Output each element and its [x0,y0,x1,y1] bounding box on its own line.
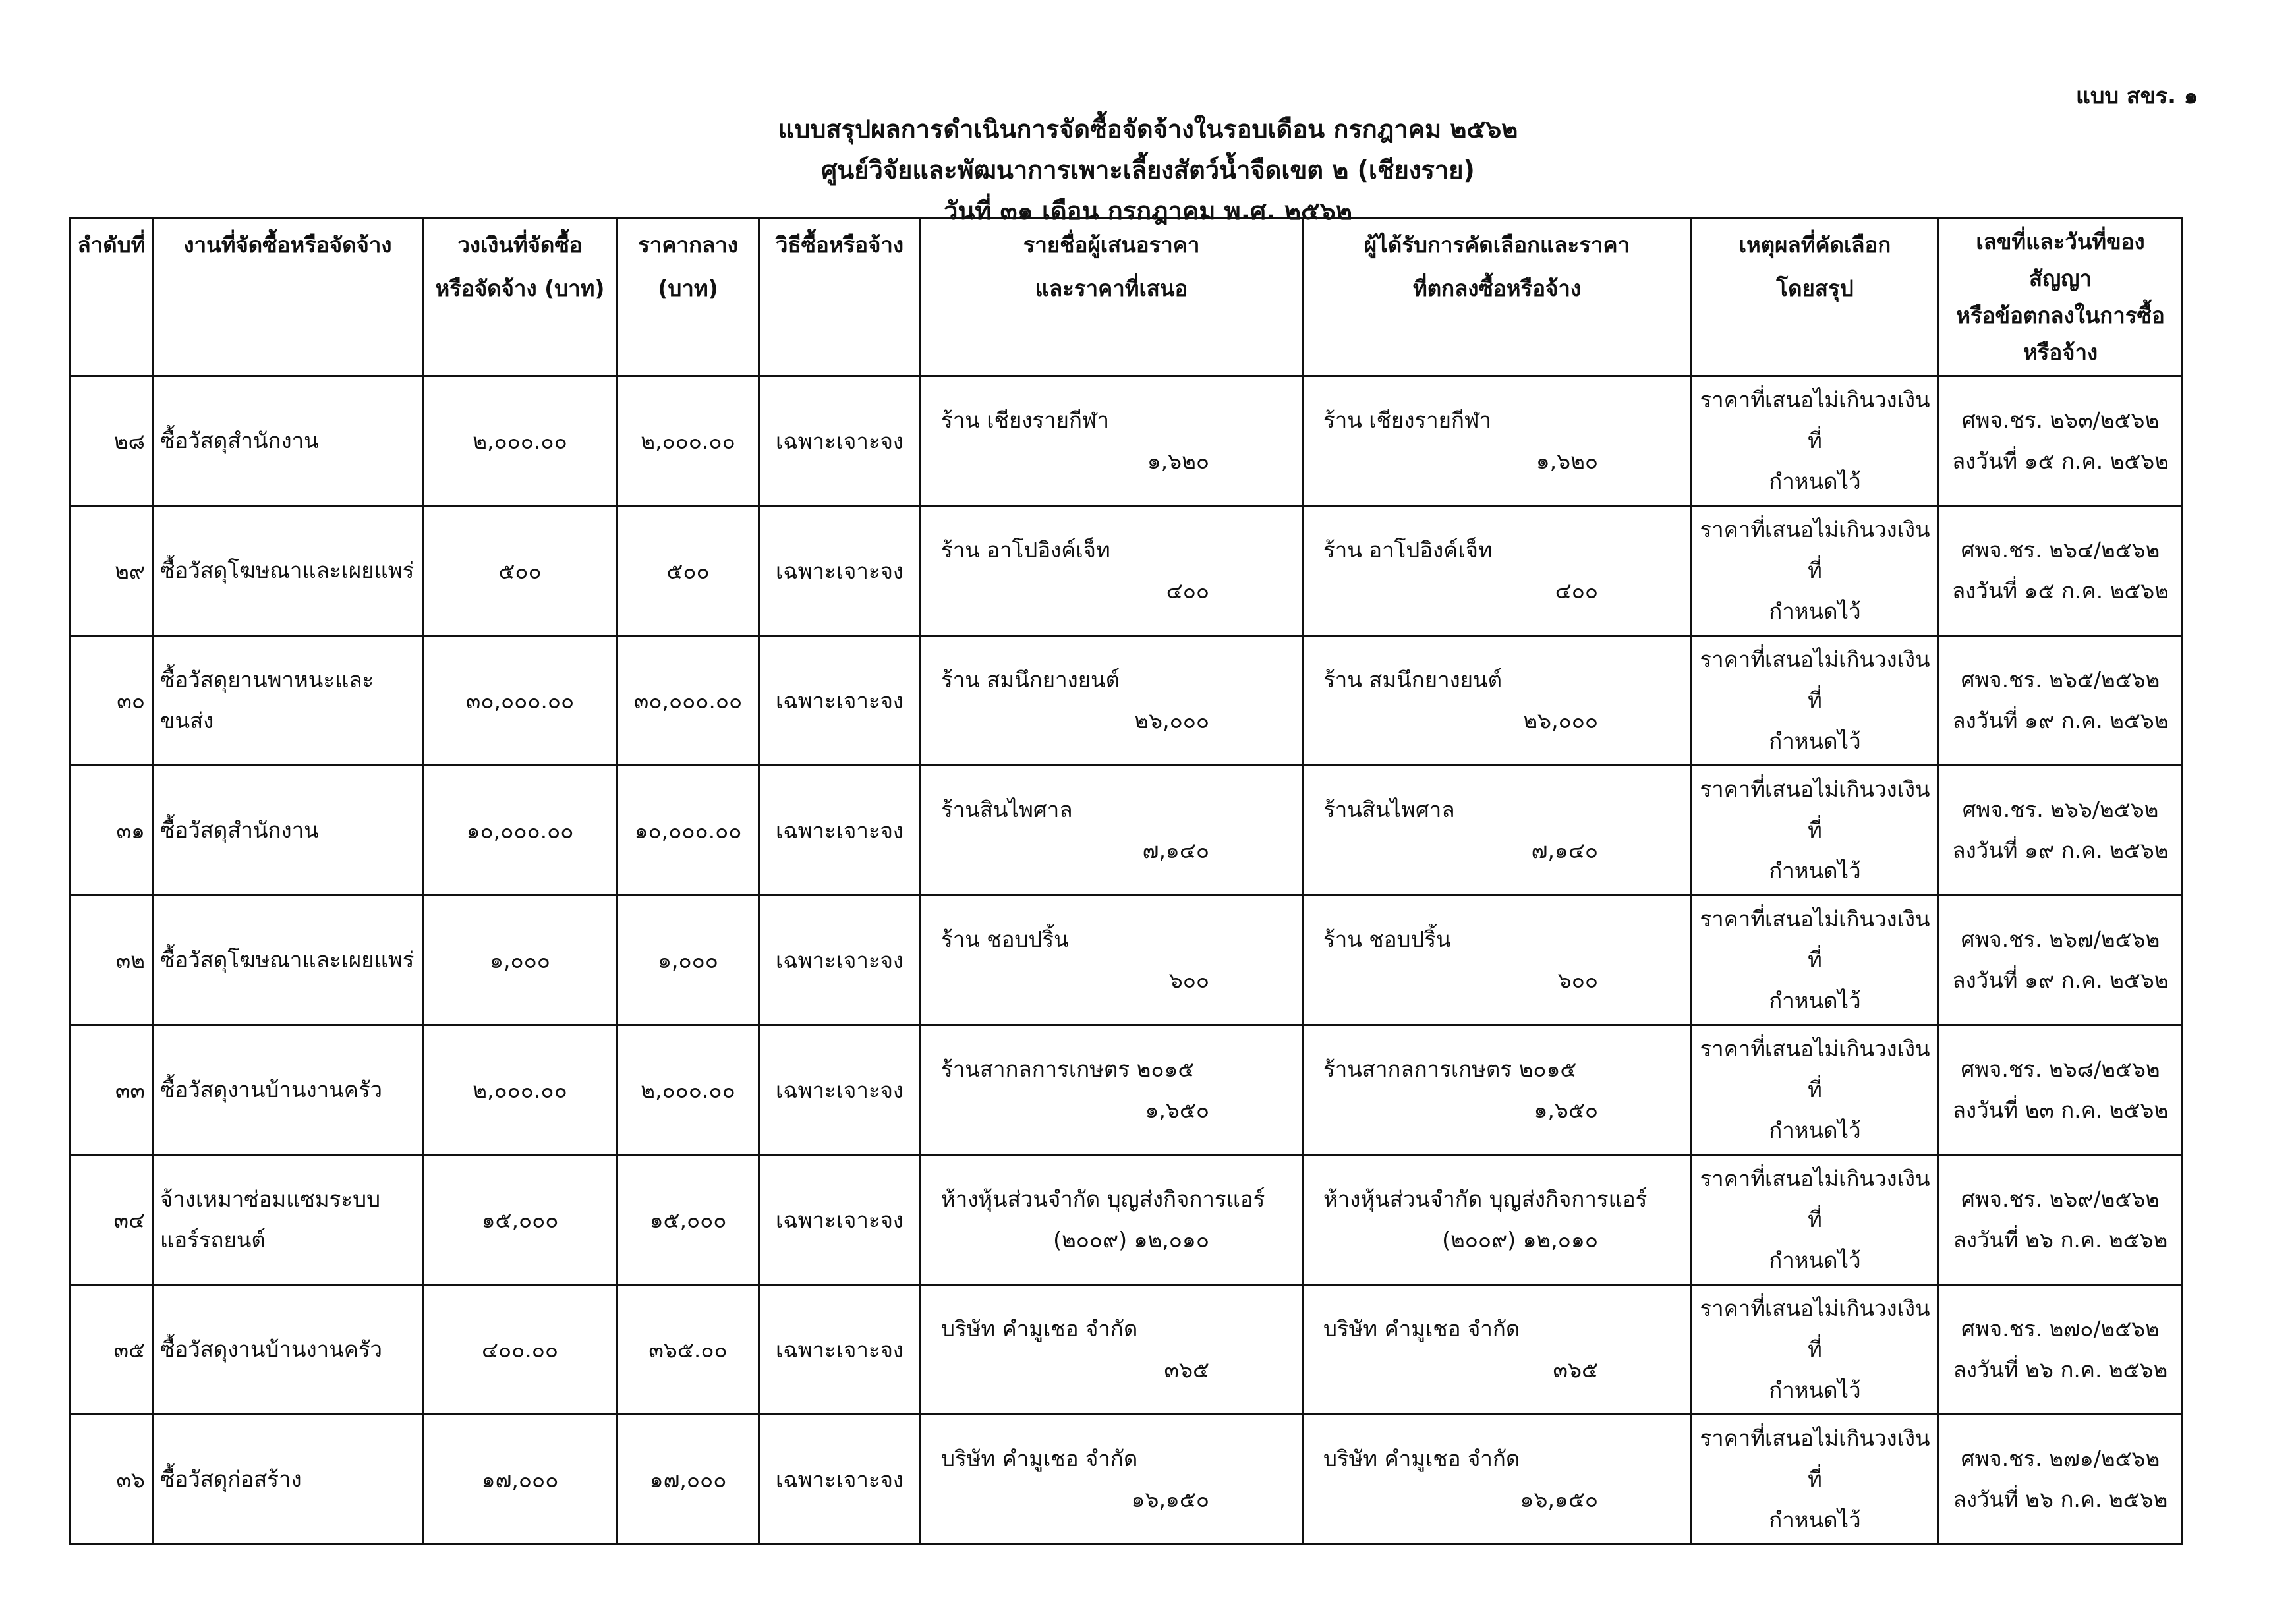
cell-budget: ๒,๐๐๐.๐๐ [423,1025,617,1155]
reason-line1: ราคาที่เสนอไม่เกินวงเงินที่ [1700,387,1930,453]
cell-contract [1939,1025,2183,1155]
cell-selected [1303,895,1692,1025]
procurement-summary-table [69,217,2183,1545]
cell-bidder [921,1415,1303,1545]
cell-budget: ๑,๐๐๐ [423,895,617,1025]
cell-no: ๓๑ [71,766,153,895]
header-median [617,219,759,376]
cell-bidder [921,895,1303,1025]
cell-contract [1939,376,2183,506]
cell-method: เฉพาะเจาะจง [759,1155,921,1285]
selected-price: ๔๐๐ [1555,578,1598,604]
header-reason [1692,219,1939,376]
table-row [71,1025,2183,1155]
cell-method: เฉพาะเจาะจง [759,1285,921,1415]
cell-bidder [921,766,1303,895]
cell-reason [1692,1025,1939,1155]
reason-line1: ราคาที่เสนอไม่เกินวงเงินที่ [1700,646,1930,713]
cell-work [153,1025,423,1155]
selected-name: บริษัท คำมูเชอ จำกัด [1323,1446,1520,1471]
document-title [0,109,2296,231]
cell-median: ๒,๐๐๐.๐๐ [617,376,759,506]
cell-selected [1303,1155,1692,1285]
header-selected [1303,219,1692,376]
cell-median: ๕๐๐ [617,506,759,636]
contract-date: ลงวันที่ ๒๖ ก.ค. ๒๕๖๒ [1953,1487,2168,1512]
header-contract [1939,219,2183,376]
table-row [71,376,2183,506]
selected-name: ร้าน สมนึกยางยนต์ [1323,667,1503,693]
cell-median: ๑๐,๐๐๐.๐๐ [617,766,759,895]
header-bidders-line2: และราคาที่เสนอ [1035,275,1188,301]
cell-reason [1692,895,1939,1025]
cell-reason [1692,1285,1939,1415]
contract-number: ศพจ.ชร. ๒๖๘/๒๕๖๒ [1961,1056,2160,1082]
cell-selected [1303,636,1692,766]
title-line-2: ศูนย์วิจัยและพัฒนาการเพาะเลี้ยงสัตว์น้ำจืดเขต ๒ (เชียงราย) [821,156,1475,185]
table-row [71,766,2183,895]
contract-number: ศพจ.ชร. ๒๖๖/๒๕๖๒ [1962,797,2159,822]
reason-line1: ราคาที่เสนอไม่เกินวงเงินที่ [1700,1425,1930,1492]
table-row [71,1155,2183,1285]
reason-line1: ราคาที่เสนอไม่เกินวงเงินที่ [1700,1295,1930,1362]
reason-line2: กำหนดไว้ [1769,469,1861,494]
header-method: วิธีซื้อหรือจ้าง [759,219,921,376]
cell-median: ๑๗,๐๐๐ [617,1415,759,1545]
cell-method: เฉพาะเจาะจง [759,1025,921,1155]
cell-reason [1692,1155,1939,1285]
header-reason-line1: เหตุผลที่คัดเลือก [1738,232,1891,258]
cell-budget: ๕๐๐ [423,506,617,636]
cell-work [153,1285,423,1415]
table-row [71,1415,2183,1545]
reason-line2: กำหนดไว้ [1769,1507,1861,1533]
bidder-name: ร้านสากลการเกษตร ๒๐๑๕ [941,1056,1195,1082]
cell-work [153,1415,423,1545]
bidder-name: ห้างหุ้นส่วนจำกัด บุญส่งกิจการแอร์ [941,1186,1265,1212]
selected-price: ๑๖,๑๕๐ [1520,1487,1598,1512]
bidder-name: ร้าน สมนึกยางยนต์ [941,667,1120,693]
cell-bidder [921,636,1303,766]
cell-selected [1303,766,1692,895]
reason-line1: ราคาที่เสนอไม่เกินวงเงินที่ [1700,776,1930,843]
cell-contract [1939,506,2183,636]
cell-work [153,636,423,766]
work-line1: ซื้อวัสดุก่อสร้าง [160,1466,302,1492]
cell-no: ๒๘ [71,376,153,506]
cell-method: เฉพาะเจาะจง [759,376,921,506]
selected-price: (๒๐๐๙) ๑๒,๐๑๐ [1442,1227,1598,1253]
cell-bidder [921,1155,1303,1285]
cell-median: ๒,๐๐๐.๐๐ [617,1025,759,1155]
contract-number: ศพจ.ชร. ๒๖๙/๒๕๖๒ [1961,1186,2160,1212]
cell-no: ๒๙ [71,506,153,636]
cell-reason [1692,376,1939,506]
cell-median: ๓๖๕.๐๐ [617,1285,759,1415]
cell-method: เฉพาะเจาะจง [759,766,921,895]
bidder-price: ๖๐๐ [1168,967,1209,993]
cell-no: ๓๕ [71,1285,153,1415]
contract-date: ลงวันที่ ๑๙ ก.ค. ๒๕๖๒ [1952,967,2169,993]
cell-selected [1303,1285,1692,1415]
contract-date: ลงวันที่ ๑๕ ก.ค. ๒๕๖๒ [1951,448,2169,474]
cell-reason [1692,766,1939,895]
contract-date: ลงวันที่ ๒๖ ก.ค. ๒๕๖๒ [1953,1357,2168,1382]
contract-number: ศพจ.ชร. ๒๗๐/๒๕๖๒ [1961,1316,2160,1342]
cell-no: ๓๒ [71,895,153,1025]
bidder-name: บริษัท คำมูเชอ จำกัด [941,1316,1138,1342]
table-row [71,895,2183,1025]
bidder-price: ๒๖,๐๐๐ [1134,708,1209,733]
header-contract-line1: เลขที่และวันที่ของสัญญา [1976,229,2145,291]
reason-line2: กำหนดไว้ [1769,1247,1861,1273]
bidder-price: ๗,๑๔๐ [1142,838,1209,863]
cell-contract [1939,1415,2183,1545]
bidder-price: ๑,๖๕๐ [1145,1097,1209,1123]
cell-contract [1939,636,2183,766]
reason-line2: กำหนดไว้ [1769,858,1861,884]
cell-budget: ๓๐,๐๐๐.๐๐ [423,636,617,766]
work-line2: ขนส่ง [160,708,214,733]
header-selected-line2: ที่ตกลงซื้อหรือจ้าง [1413,275,1581,301]
cell-contract [1939,1285,2183,1415]
cell-selected [1303,1025,1692,1155]
cell-bidder [921,1285,1303,1415]
cell-method: เฉพาะเจาะจง [759,1415,921,1545]
cell-reason [1692,1415,1939,1545]
selected-name: บริษัท คำมูเชอ จำกัด [1323,1316,1520,1342]
bidder-price: ๓๖๕ [1164,1357,1209,1382]
contract-number: ศพจ.ชร. ๒๖๗/๒๕๖๒ [1961,926,2160,952]
cell-work [153,1155,423,1285]
work-line1: ซื้อวัสดุงานบ้านงานครัว [160,1077,383,1102]
contract-number: ศพจ.ชร. ๒๗๑/๒๕๖๒ [1961,1446,2160,1471]
selected-name: ร้านสากลการเกษตร ๒๐๑๕ [1323,1056,1577,1082]
reason-line1: ราคาที่เสนอไม่เกินวงเงินที่ [1700,517,1930,583]
bidder-name: บริษัท คำมูเชอ จำกัด [941,1446,1138,1471]
title-line-3: วันที่ ๓๑ เดือน กรกฎาคม พ.ศ. ๒๕๖๒ [944,196,1352,225]
header-contract-line2: หรือข้อตกลงในการซื้อ [1956,302,2165,328]
bidder-name: ร้าน อาโปอิงค์เจ็ท [941,537,1110,563]
reason-line2: กำหนดไว้ [1769,988,1861,1013]
header-row [71,219,2183,376]
header-selected-line1: ผู้ได้รับการคัดเลือกและราคา [1363,232,1630,258]
reason-line1: ราคาที่เสนอไม่เกินวงเงินที่ [1700,906,1930,973]
cell-contract [1939,766,2183,895]
selected-price: ๖๐๐ [1557,967,1598,993]
reason-line2: กำหนดไว้ [1769,728,1861,754]
contract-date: ลงวันที่ ๒๓ ก.ค. ๒๕๖๒ [1952,1097,2169,1123]
cell-method: เฉพาะเจาะจง [759,506,921,636]
selected-price: ๗,๑๔๐ [1531,838,1598,863]
selected-name: ร้าน อาโปอิงค์เจ็ท [1323,537,1493,563]
selected-name: ร้านสินไพศาล [1323,797,1455,822]
reason-line1: ราคาที่เสนอไม่เกินวงเงินที่ [1700,1036,1930,1102]
header-no: ลำดับที่ [71,219,153,376]
cell-reason [1692,636,1939,766]
header-budget-line2: หรือจัดจ้าง (บาท) [435,275,605,301]
cell-budget: ๑๐,๐๐๐.๐๐ [423,766,617,895]
work-line1: ซื้อวัสดุโฆษณาและเผยแพร่ [160,557,415,583]
cell-bidder [921,376,1303,506]
contract-number: ศพจ.ชร. ๒๖๓/๒๕๖๒ [1961,407,2160,433]
cell-contract [1939,1155,2183,1285]
header-budget [423,219,617,376]
cell-budget: ๑๕,๐๐๐ [423,1155,617,1285]
cell-method: เฉพาะเจาะจง [759,636,921,766]
cell-selected [1303,506,1692,636]
cell-median: ๓๐,๐๐๐.๐๐ [617,636,759,766]
header-reason-line2: โดยสรุป [1776,275,1854,301]
cell-bidder [921,1025,1303,1155]
form-code: แบบ สขร. ๑ [2076,83,2198,109]
reason-line2: กำหนดไว้ [1769,1377,1861,1403]
selected-name: ร้าน ชอบปริ้น [1323,926,1451,952]
bidder-price: ๑,๖๒๐ [1147,448,1209,474]
header-median-line2: (บาท) [658,275,718,301]
cell-method: เฉพาะเจาะจง [759,895,921,1025]
selected-name: ห้างหุ้นส่วนจำกัด บุญส่งกิจการแอร์ [1323,1186,1648,1212]
work-line1: ซื้อวัสดุงานบ้านงานครัว [160,1336,383,1362]
contract-date: ลงวันที่ ๑๙ ก.ค. ๒๕๖๒ [1952,708,2169,733]
table-body [71,376,2183,1545]
cell-selected [1303,1415,1692,1545]
cell-median: ๑,๐๐๐ [617,895,759,1025]
header-contract-line3: หรือจ้าง [2023,339,2098,365]
cell-work [153,506,423,636]
selected-price: ๓๖๕ [1553,1357,1598,1382]
selected-price: ๒๖,๐๐๐ [1523,708,1598,733]
cell-selected [1303,376,1692,506]
table-row [71,506,2183,636]
header-median-line1: ราคากลาง [638,232,738,258]
bidder-name: ร้านสินไพศาล [941,797,1073,822]
cell-budget: ๑๗,๐๐๐ [423,1415,617,1545]
cell-work [153,766,423,895]
cell-no: ๓๔ [71,1155,153,1285]
work-line1: จ้างเหมาซ่อมแซมระบบ [160,1186,381,1212]
cell-median: ๑๕,๐๐๐ [617,1155,759,1285]
work-line1: ซื้อวัสดุสำนักงาน [160,428,319,453]
header-bidders-line1: รายชื่อผู้เสนอราคา [1023,232,1200,258]
contract-date: ลงวันที่ ๑๕ ก.ค. ๒๕๖๒ [1951,578,2169,604]
work-line2: แอร์รถยนต์ [160,1227,266,1253]
cell-work [153,376,423,506]
header-work: งานที่จัดซื้อหรือจัดจ้าง [153,219,423,376]
cell-work [153,895,423,1025]
reason-line1: ราคาที่เสนอไม่เกินวงเงินที่ [1700,1166,1930,1232]
work-line1: ซื้อวัสดุยานพาหนะและ [160,667,374,693]
bidder-name: ร้าน ชอบปริ้น [941,926,1069,952]
selected-price: ๑,๖๒๐ [1535,448,1598,474]
cell-no: ๓๐ [71,636,153,766]
bidder-price: ๑๖,๑๕๐ [1131,1487,1209,1512]
contract-date: ลงวันที่ ๑๙ ก.ค. ๒๕๖๒ [1952,838,2169,863]
cell-contract [1939,895,2183,1025]
header-budget-line1: วงเงินที่จัดซื้อ [457,232,583,258]
contract-number: ศพจ.ชร. ๒๖๕/๒๕๖๒ [1961,667,2160,693]
selected-name: ร้าน เชียงรายกีฬา [1323,407,1492,433]
bidder-price: ๔๐๐ [1166,578,1209,604]
work-line1: ซื้อวัสดุโฆษณาและเผยแพร่ [160,947,415,973]
cell-no: ๓๖ [71,1415,153,1545]
cell-budget: ๒,๐๐๐.๐๐ [423,376,617,506]
bidder-name: ร้าน เชียงรายกีฬา [941,407,1110,433]
selected-price: ๑,๖๕๐ [1534,1097,1598,1123]
cell-no: ๓๓ [71,1025,153,1155]
contract-number: ศพจ.ชร. ๒๖๔/๒๕๖๒ [1961,537,2160,563]
cell-bidder [921,506,1303,636]
table-row [71,1285,2183,1415]
reason-line2: กำหนดไว้ [1769,1118,1861,1143]
work-line1: ซื้อวัสดุสำนักงาน [160,817,319,843]
reason-line2: กำหนดไว้ [1769,598,1861,624]
table-row [71,636,2183,766]
header-bidders [921,219,1303,376]
cell-budget: ๔๐๐.๐๐ [423,1285,617,1415]
contract-date: ลงวันที่ ๒๖ ก.ค. ๒๕๖๒ [1953,1227,2168,1253]
cell-reason [1692,506,1939,636]
bidder-price: (๒๐๐๙) ๑๒,๐๑๐ [1053,1227,1209,1253]
title-line-1: แบบสรุปผลการดำเนินการจัดซื้อจัดจ้างในรอบเดือน กรกฎาคม ๒๕๖๒ [778,115,1518,144]
